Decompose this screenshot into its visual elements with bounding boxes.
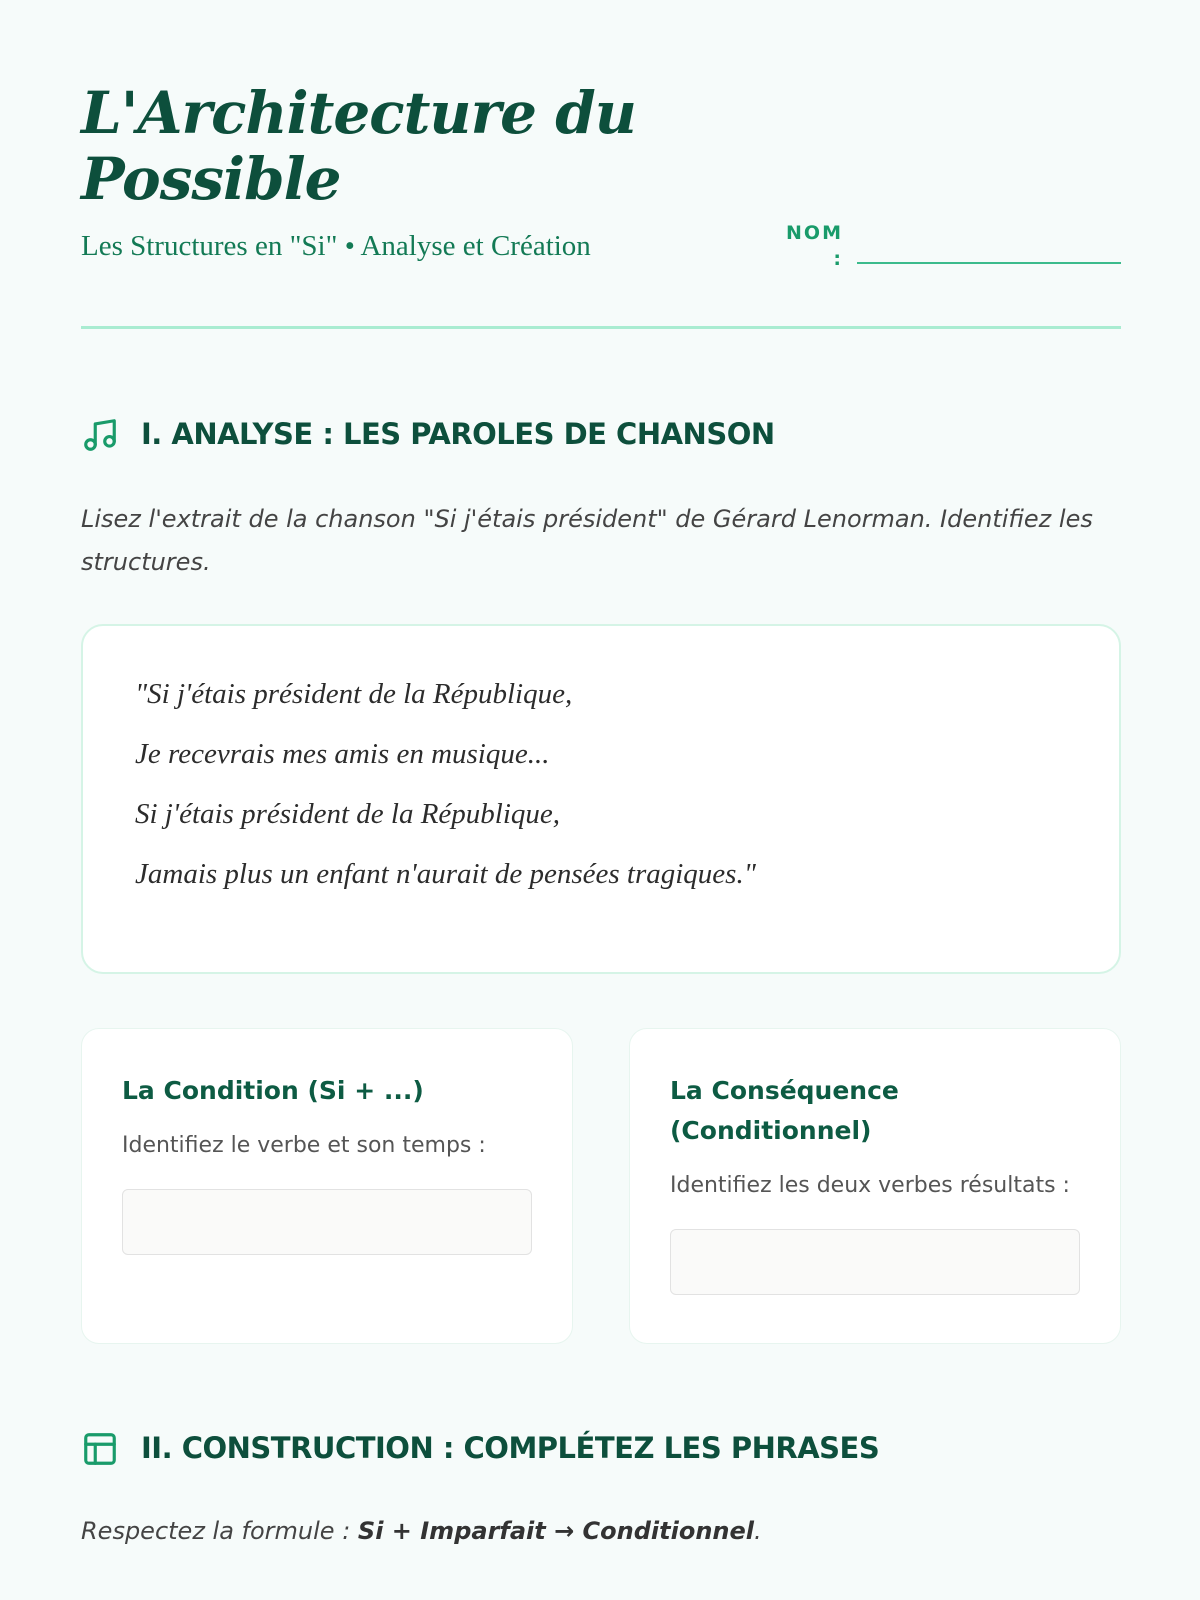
consequence-card: [629, 1028, 1121, 1344]
formula-suffix: .: [754, 1517, 762, 1545]
worksheet-header: [81, 80, 1121, 330]
condition-card-text: Identifiez le verbe et son temps :: [122, 1133, 486, 1158]
section-1-heading: [81, 414, 1121, 454]
name-label-colon: :: [833, 248, 843, 270]
lyric-line: Je recevrais mes amis en musique...: [135, 738, 550, 770]
page-subtitle: Les Structures en "Si" • Analyse et Création: [81, 230, 591, 262]
name-label: [781, 220, 843, 272]
consequence-answer-field[interactable]: [670, 1229, 1080, 1295]
consequence-card-title: La Conséquence (Conditionnel): [670, 1076, 899, 1145]
worksheet-page: [81, 0, 1121, 1600]
music-note-icon: [81, 416, 119, 454]
section-2-title: II. CONSTRUCTION : COMPLÉTEZ LES PHRASES: [141, 1431, 880, 1465]
consequence-card-text: Identifiez les deux verbes résultats :: [670, 1173, 1070, 1198]
title-line-1: L'Architecture du: [81, 79, 636, 147]
title-line-2: Possible: [81, 145, 341, 213]
section-2-instructions: [81, 1510, 1121, 1553]
section-1-instructions: Lisez l'extrait de la chanson "Si j'étais président" de Gérard Lenorman. Identifiez les structures.: [81, 505, 1093, 576]
name-label-text: NOM: [786, 222, 843, 244]
lyric-line: "Si j'étais président de la République,: [135, 678, 573, 710]
lyric-line: Jamais plus un enfant n'aurait de pensées tragiques.": [135, 858, 756, 890]
formula-prefix: Respectez la formule :: [81, 1517, 358, 1545]
formula-text: Si + Imparfait → Conditionnel: [357, 1517, 755, 1545]
name-field-line[interactable]: [857, 262, 1121, 264]
page-title: [81, 80, 641, 212]
condition-card-title: La Condition (Si + ...): [122, 1076, 424, 1105]
condition-card: [81, 1028, 573, 1344]
section-2-heading: [81, 1428, 1121, 1468]
header-divider: [81, 326, 1121, 329]
layout-icon: [81, 1430, 119, 1468]
section-1-title: I. ANALYSE : LES PAROLES DE CHANSON: [141, 417, 775, 451]
lyric-line: Si j'étais président de la République,: [135, 798, 561, 830]
condition-answer-field[interactable]: [122, 1189, 532, 1255]
lyrics-card: [81, 624, 1121, 974]
